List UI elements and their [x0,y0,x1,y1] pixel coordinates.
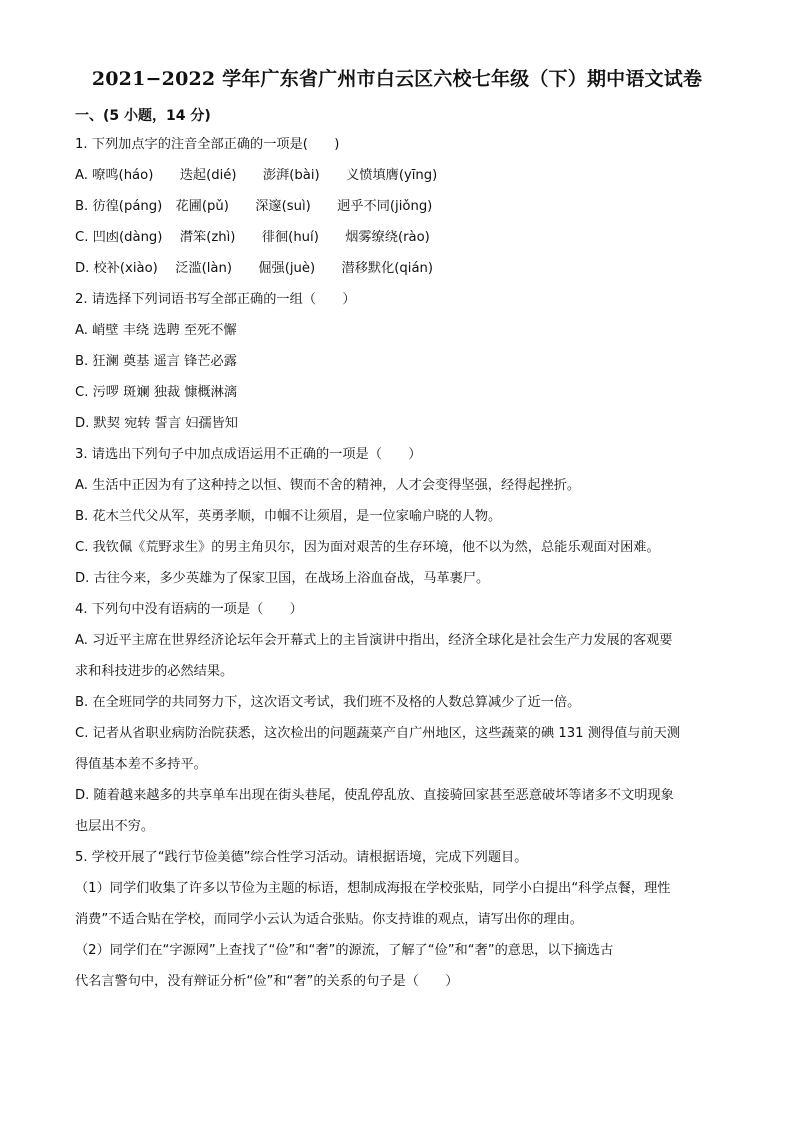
question-4-stem: 4. 下列句中没有语病的一项是（ ） [75,602,303,617]
question-2-stem: 2. 请选择下列词语书写全部正确的一组（ ） [75,292,356,307]
question-2-option-b: B. 狂澜 奠基 遥言 锋芒必露 [75,354,237,369]
question-2-option-a: A. 峭壁 丰绕 选聘 至死不懈 [75,323,237,338]
question-1-stem: 1. 下列加点字的注音全部正确的一项是( ) [75,137,340,152]
question-4-option-c-line2: 得值基本差不多持平。 [75,757,207,772]
question-4-option-b: B. 在全班同学的共同努力下，这次语文考试，我们班不及格的人数总算减少了近一倍。 [75,695,581,710]
question-3-option-a: A. 生活中正因为有了这种持之以恒、锲而不舍的精神，人才会变得坚强，经得起挫折。 [75,478,581,493]
question-3-stem: 3. 请选出下列句子中加点成语运用不正确的一项是（ ） [75,447,422,462]
question-1-option-b: B. 彷徨(páng) 花圃(pǔ) 深邃(suì) 迥乎不同(jiǒng) [75,199,433,214]
question-5-part1-line2: 消费”不适合贴在学校，而同学小云认为适合张贴。你支持谁的观点，请写出你的理由。 [75,912,583,927]
question-2-option-c: C. 污啰 斑斓 独裁 慷概淋漓 [75,385,238,400]
question-4-option-c-line1: C. 记者从省职业病防治院获悉，这次检出的问题蔬菜产自广州地区，这些蔬菜的碘 131 测得值与前天测 [75,726,681,741]
question-5-stem: 5. 学校开展了“践行节俭美德”综合性学习活动。请根据语境，完成下列题目。 [75,850,528,865]
question-3-option-d: D. 古往今来，多少英雄为了保家卫国，在战场上浴血奋战，马革裹尸。 [75,571,490,586]
question-4-option-a-line1: A. 习近平主席在世界经济论坛年会开幕式上的主旨演讲中指出，经济全球化是社会生产力发展的客观要 [75,633,673,648]
question-4-option-d-line2: 也层出不穷。 [75,819,155,834]
question-5-part2-line2: 代名言警句中，没有辩证分析“俭”和“奢”的关系的句子是（ ） [75,974,459,989]
question-5-part1-line1: （1）同学们收集了许多以节俭为主题的标语，想制成海报在学校张贴，同学小白提出“科学点餐，理性 [75,881,671,896]
question-3-option-c: C. 我钦佩《荒野求生》的男主角贝尔，因为面对艰苦的生存环境，他不以为然，总能乐观面对困难。 [75,540,660,555]
exam-title: 2021−2022 学年广东省广州市白云区六校七年级（下）期中语文试卷 [91,68,703,90]
question-3-option-b: B. 花木兰代父从军，英勇孝顺，巾帼不让须眉，是一位家喻户晓的人物。 [75,509,502,524]
question-1-option-a: A. 嘹鸣(háo) 迭起(dié) 澎湃(bài) 义愤填膺(yīng) [75,168,438,183]
section-heading: 一、(5 小题，14 分) [75,108,211,124]
question-4-option-a-line2: 求和科技进步的必然结果。 [75,664,234,679]
question-1-option-d: D. 校补(xiào) 泛滥(làn) 倔强(juè) 潜移默化(qián) [75,261,434,276]
question-1-option-c: C. 凹凼(dàng) 潸笨(zhì) 徘徊(huí) 烟雾缭绕(rào) [75,230,430,245]
question-4-option-d-line1: D. 随着越来越多的共享单车出现在街头巷尾，使乱停乱放、直接骑回家甚至恶意破坏等诸多不文明现象 [75,788,674,803]
question-2-option-d: D. 默契 宛转 誓言 妇孺皆知 [75,416,238,431]
question-5-part2-line1: （2）同学们在“字源网”上查找了“俭”和“奢”的源流，了解了“俭”和“奢”的意思，以下摘选古 [75,943,614,958]
